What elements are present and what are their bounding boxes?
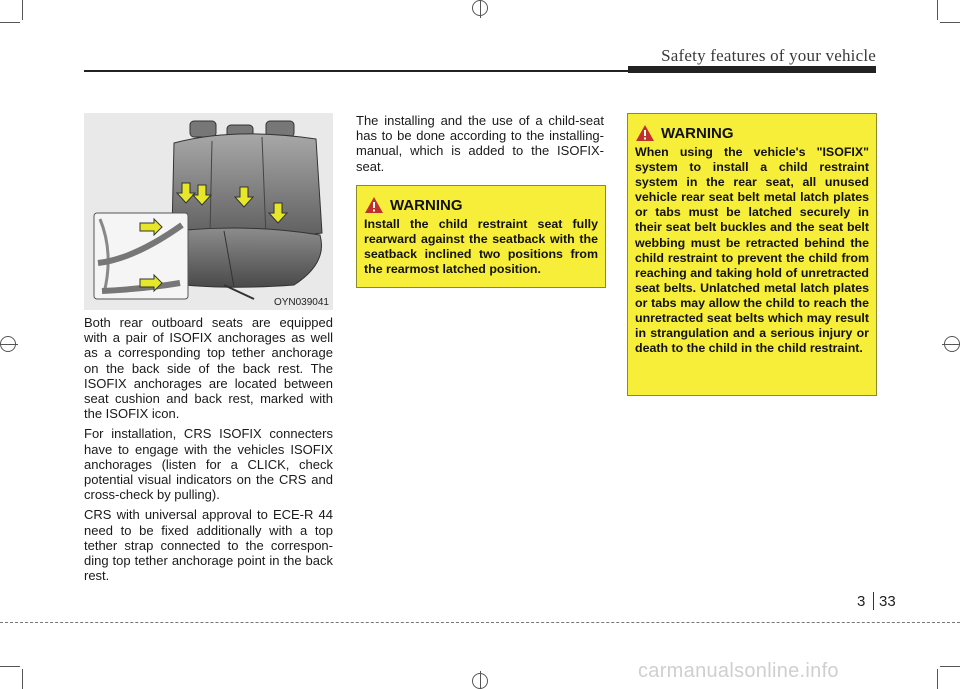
paragraph-universal-approval: CRS with universal approval to ECE-R 44 need to be fixed additionally with a top tether strap connected to the correspon-ding top tether anchorage point in the back rest. xyxy=(84,507,333,584)
warning-box-seatback xyxy=(356,185,606,288)
warning-title: WARNING xyxy=(390,196,463,214)
warning-title: WARNING xyxy=(661,124,734,142)
page-number-divider xyxy=(873,592,874,610)
warning-header xyxy=(635,124,869,142)
watermark: carmanualsonline.info xyxy=(638,660,839,682)
chapter-number: 3 xyxy=(857,593,866,610)
header-rule xyxy=(84,70,630,72)
paragraph-installation: For installation, CRS ISOFIX connecters have to engage with the vehicles ISOFIX anchorages (listen for a CLICK, check potential visual indicators on the CRS and cross-check by pulling). xyxy=(84,426,333,503)
warning-triangle-icon xyxy=(635,124,655,142)
left-body-text xyxy=(84,315,333,588)
isofix-seat-illustration xyxy=(84,113,333,310)
header-rule-accent xyxy=(628,66,876,73)
warning-text: Install the child restraint seat fully rearward against the seatback with the seatback inclined two positions from the rearmost latched position. xyxy=(364,217,598,277)
footer-dashed-rule xyxy=(0,622,960,623)
rear-seat-drawing xyxy=(84,113,333,310)
warning-text: When using the vehicle's "ISOFIX" system to install a child restraint system in the rear seat, all unused vehicle rear seat belt metal latch plates or tabs must be latched securely in their seat belt buckles and the seat belt webbing must be retracted behind the child restraint to prevent the child from reaching and taking hold of unretracted seat belts. Unlatched metal latch plates or tabs may allow the child to reach the unretracted seat belts which may result in strangulation and a serious injury or death to the child in the child restraint. xyxy=(635,145,869,356)
page-number: 33 xyxy=(879,593,896,610)
paragraph-isofix-anchorages: Both rear outboard seats are equipped with a pair of ISOFIX anchorages as well as a corresponding top tether anchorage on the back side of the back rest. The ISOFIX anchorages are located between seat cushion and back rest, marked with the ISOFIX icon. xyxy=(84,315,333,422)
warning-box-isofix xyxy=(627,113,877,396)
section-title: Safety features of your vehicle xyxy=(661,46,876,65)
warning-header xyxy=(364,196,598,214)
figure-code: OYN039041 xyxy=(273,297,329,308)
middle-body-text xyxy=(356,113,604,179)
warning-triangle-icon xyxy=(364,196,384,214)
paragraph-installing-manual: The installing and the use of a child-seat has to be done according to the installing-manual, which is added to the ISOFIX-seat. xyxy=(356,113,604,174)
